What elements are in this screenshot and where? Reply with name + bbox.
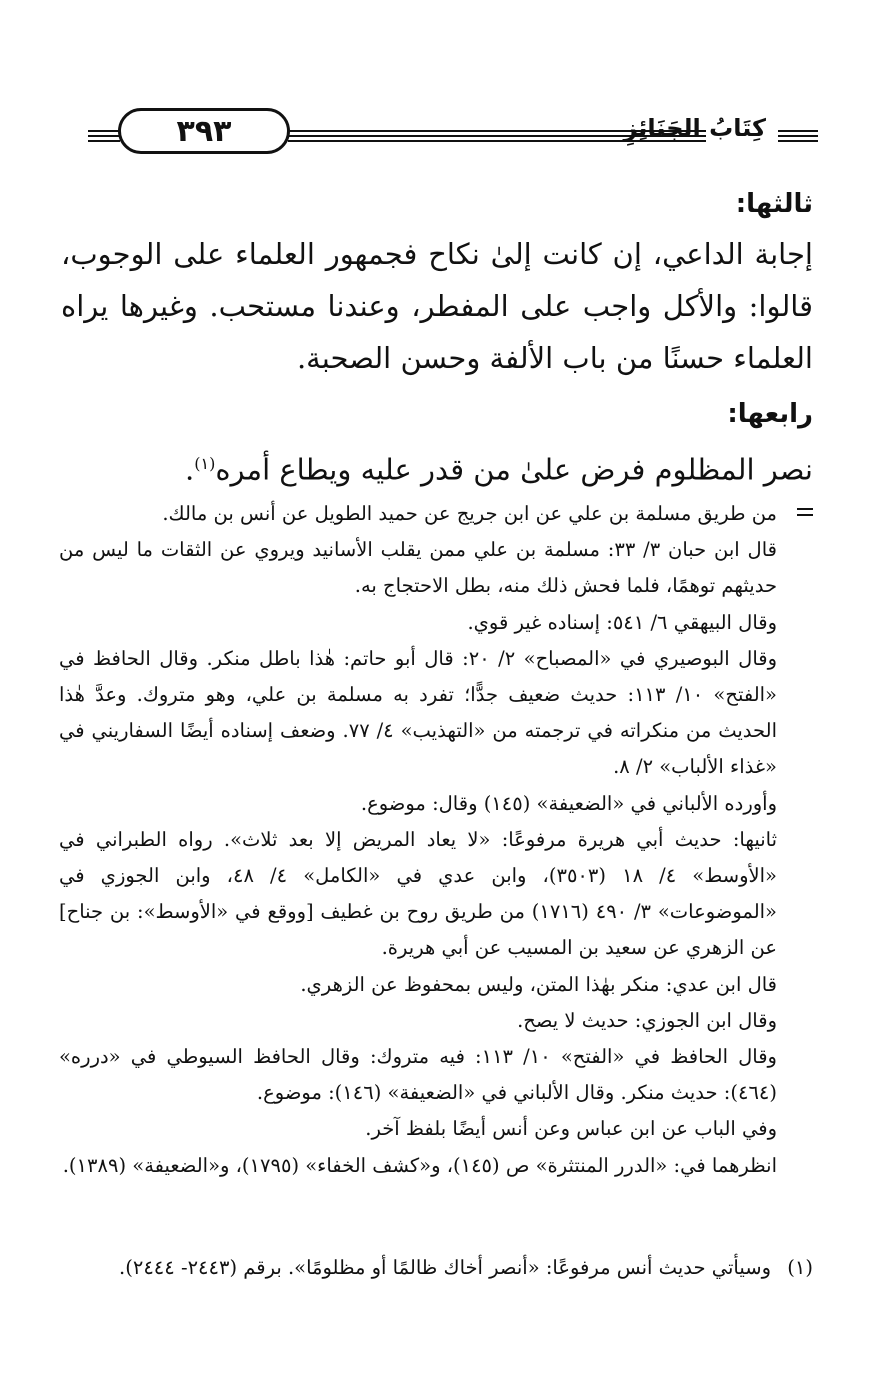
note-line: وأورده الألباني في «الضعيفة» (١٤٥) وقال: موضوع.	[360, 791, 777, 815]
note-line: وفي الباب عن ابن عباس وعن أنس أيضًا بلفظ آخر.	[365, 1117, 777, 1141]
paragraph-fourth	[61, 438, 813, 496]
note-line: وقال البوصيري في «المصباح» ٢/ ٢٠: قال أبو حاتم: هٰذا باطل منكر. وقال الحافظ في «الفتح» ١٠/ ١١٣: حديث ضعيف جدًّا؛ تفرد به مسلمة بن علي، وهو متروك. وعدَّ هٰذا الحديث من منكراته في ترجمته من «التهذيب» ٤/ ٧٧. وضعف إسناده أيضًا السفاريني في «غذاء الألباب» ٢/ ٨.	[59, 646, 777, 779]
footnote-text: وسيأتي حديث أنس مرفوعًا: «أنصر أخاك ظالمًا أو مظلومًا». برقم (٢٤٤٣- ٢٤٤٤).	[119, 1256, 771, 1279]
note-line: وقال البيهقي ٦/ ٥٤١: إسناده غير قوي.	[467, 610, 777, 634]
chapter-title: كِتَابُ الجَنَائِزِ	[623, 114, 766, 142]
heading-fourth: رابعها:	[727, 399, 813, 429]
note-line: قال ابن عدي: منكر بهٰذا المتن، وليس بمحفوظ عن الزهري.	[300, 972, 777, 996]
note-line: قال ابن حبان ٣/ ٣٣: مسلمة بن علي ممن يقلب الأسانيد ويروي عن الثقات ما ليس من حديثهم توهمًا، فلما فحش ذلك منه، بطل الاحتجاج به.	[59, 538, 777, 598]
note-line: ثانيها: حديث أبي هريرة مرفوعًا: «لا يعاد المريض إلا بعد ثلاث». رواه الطبراني في «الأوسط» ٤/ ١٨ (٣٥٠٣)، وابن عدي في «الكامل» ٤/ ٤٨، وابن الجوزي في «الموضوعات» ٣/ ٤٩٠ (١٧١٦) من طريق روح بن غطيف [ووقع في «الأوسط»: بن جناح] عن الزهري عن سعيد بن المسيب عن أبي هريرة.	[59, 827, 777, 960]
paragraph-fourth-end: .	[185, 452, 195, 487]
note-line: انظرهما في: «الدرر المنتثرة» ص (١٤٥)، و«كشف الخفاء» (١٧٩٥)، و«الضعيفة» (١٣٨٩).	[62, 1153, 777, 1177]
note-line: من طريق مسلمة بن علي عن ابن جريج عن حميد الطويل عن أنس بن مالك.	[162, 502, 777, 525]
header-rule-right	[778, 130, 818, 145]
heading-third: ثالثها:	[735, 189, 813, 219]
paragraph-third: إجابة الداعي، إن كانت إلىٰ نكاح فجمهور العلماء على الوجوب، قالوا: والأكل واجب على المفطر، وعندنا مستحب. وغيرها يراه العلماء حسنًا من باب الألفة وحسن الصحبة.	[61, 237, 813, 375]
page-number: ٣٩٣	[118, 108, 290, 154]
main-text	[61, 180, 813, 496]
continuation-mark	[797, 508, 813, 520]
header-rule-left	[88, 130, 120, 145]
note-line: وقال الحافظ في «الفتح» ١٠/ ١١٣: فيه متروك: وقال الحافظ السيوطي في «درره» (٤٦٤): حديث منكر. وقال الألباني في «الضعيفة» (١٤٦): موضوع.	[59, 1045, 777, 1105]
page-header	[88, 108, 818, 158]
footnote-number: (١)	[787, 1256, 813, 1279]
footnote-1	[59, 1250, 813, 1286]
note-line: وقال ابن الجوزي: حديث لا يصح.	[517, 1008, 777, 1032]
footnotes	[59, 496, 777, 1184]
paragraph-fourth-text: نصر المظلوم فرض علىٰ من قدر عليه ويطاع أمره	[215, 452, 813, 487]
footnote-reference[interactable]: (١)	[194, 454, 216, 473]
